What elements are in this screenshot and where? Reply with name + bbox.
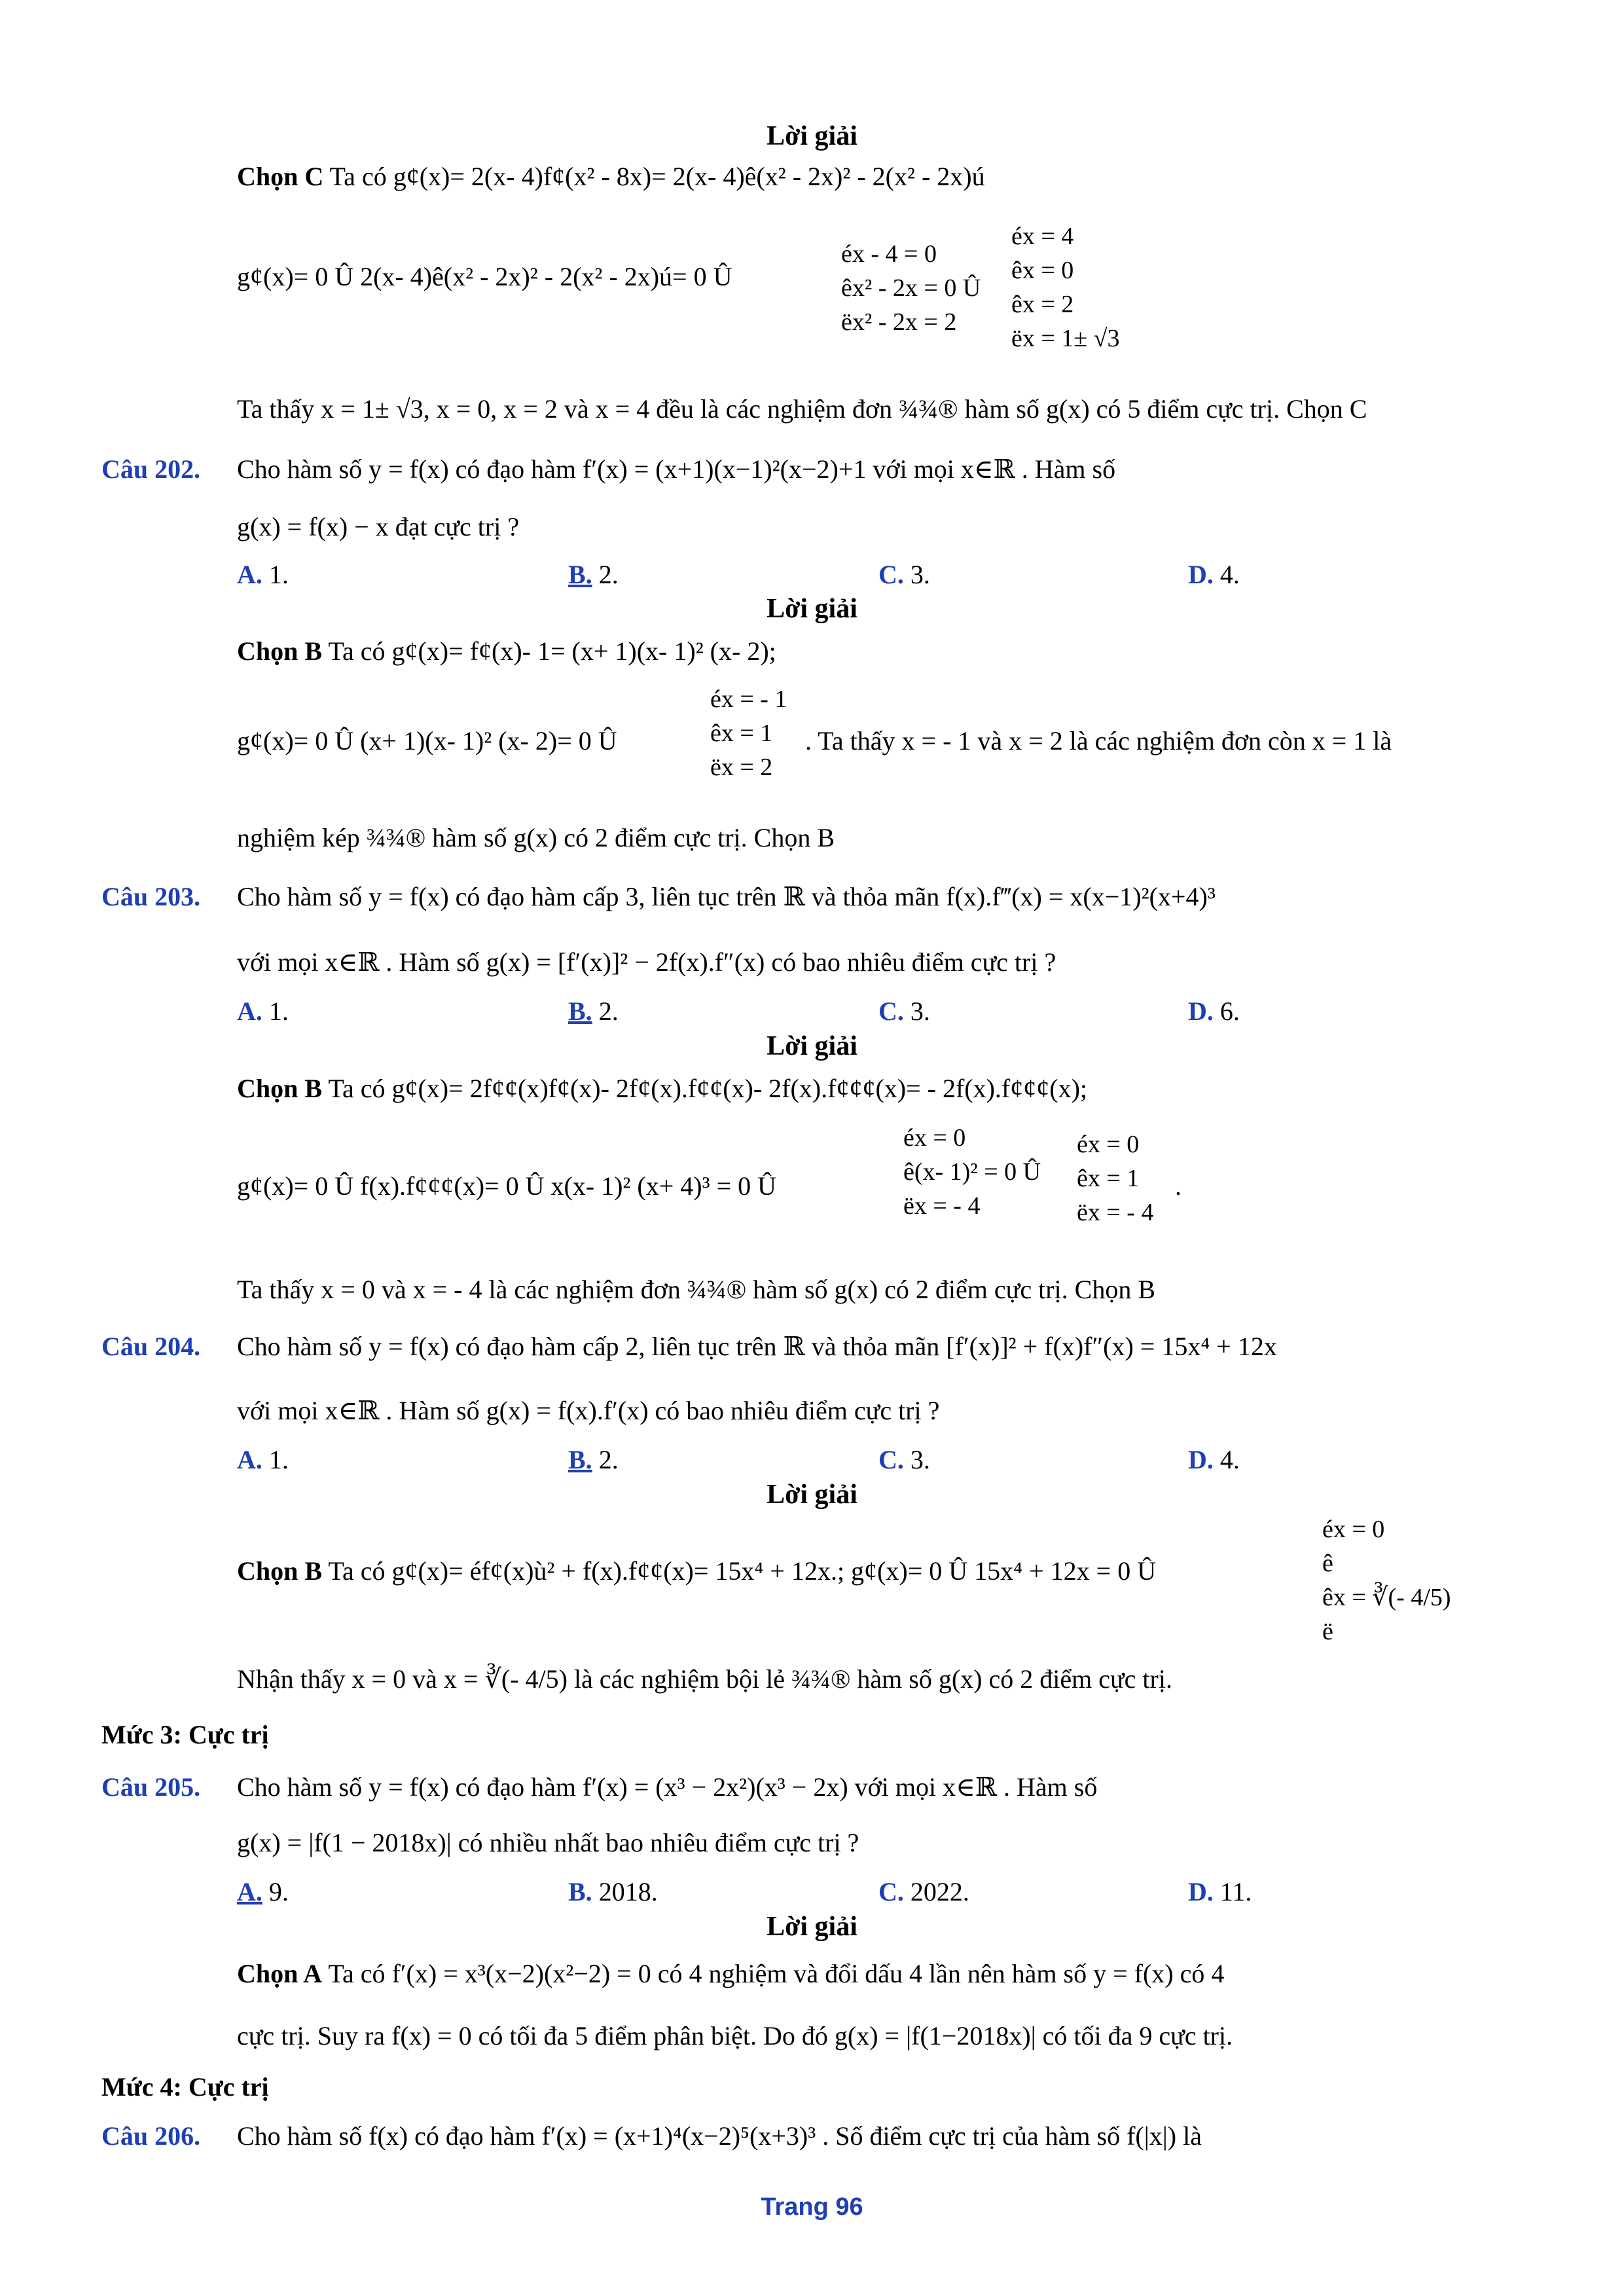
answer-option-d: D. 4. xyxy=(1188,560,1240,589)
answer-option-d: D. 4. xyxy=(1188,1445,1240,1474)
question-text: Cho hàm số y = f(x) có đạo hàm f′(x) = (x³ − 2x²)(x³ − 2x) với mọi x∈ℝ . Hàm số xyxy=(237,1772,1098,1802)
solution-text: Ta có g¢(x)= 2(x- 4)f¢(x² - 8x)= 2(x- 4)ê(x² - 2x)² - 2(x² - 2x)ú xyxy=(323,162,985,191)
chosen-answer: Chọn C xyxy=(237,162,324,191)
solution-line xyxy=(237,160,985,193)
solution-heading: Lời giải xyxy=(767,1912,857,1942)
answer-option-a: A. 1. xyxy=(237,1445,289,1474)
solution-line xyxy=(237,261,732,293)
answer-option-c: C. 3. xyxy=(878,1445,930,1474)
answer-option-c: C. 3. xyxy=(878,996,930,1026)
question-label: Câu 205. xyxy=(101,1772,201,1802)
question-205 xyxy=(101,1771,1098,1804)
answer-option-b: B. 2. xyxy=(568,1445,619,1474)
question-label: Câu 202. xyxy=(101,454,201,484)
equation-system: éx = - 1 êx = 1 ëx = 2 xyxy=(710,685,787,781)
solution-line xyxy=(237,1072,1087,1105)
solution-text: Ta có f′(x) = x³(x−2)(x²−2) = 0 có 4 nghiệm và đổi dấu 4 lần nên hàm số y = f(x) có 4 xyxy=(322,1959,1225,1988)
question-202 xyxy=(101,453,1116,486)
question-label: Câu 206. xyxy=(101,2121,201,2151)
question-text: Cho hàm số y = f(x) có đạo hàm f′(x) = (x+1)(x−1)²(x−2)+1 với mọi x∈ℝ . Hàm số xyxy=(237,454,1116,484)
equation-system: éx = 0 êx = 1 ëx = - 4 xyxy=(1077,1131,1154,1226)
chosen-answer: Chọn A xyxy=(237,1959,323,1988)
question-text-line: g(x) = f(x) − x đạt cực trị ? xyxy=(237,512,520,541)
answer-option-d: D. 11. xyxy=(1188,1877,1252,1906)
question-text-line: g(x) = |f(1 − 2018x)| có nhiều nhất bao nhiêu điểm cực trị ? xyxy=(237,1828,859,1857)
answer-option-d: D. 6. xyxy=(1188,996,1240,1026)
solution-heading: Lời giải xyxy=(767,1480,857,1510)
solution-text: Ta có g¢(x)= éf¢(x)ù² + f(x).f¢¢(x)= 15x⁴ + 12x.; g¢(x)= 0 Û 15x⁴ + 12x = 0 Û xyxy=(322,1556,1157,1586)
question-text-line: với mọi x∈ℝ . Hàm số g(x) = [f′(x)]² − 2f(x).f″(x) có bao nhiêu điểm cực trị ? xyxy=(237,947,1056,977)
question-label: Câu 204. xyxy=(101,1332,201,1361)
solution-line: g¢(x)= 0 Û f(x).f¢¢¢(x)= 0 Û x(x- 1)² (x+ 4)³ = 0 Û xyxy=(237,1171,777,1201)
question-203 xyxy=(101,881,1216,913)
question-text: Cho hàm số y = f(x) có đạo hàm cấp 2, liên tục trên ℝ và thỏa mãn [f′(x)]² + f(x)f″(x) = 15x⁴ + 12x xyxy=(237,1332,1277,1361)
answer-option-c: C. 2022. xyxy=(878,1877,969,1906)
solution-line xyxy=(237,393,1367,426)
solution-line: nghiệm kép ¾¾® hàm số g(x) có 2 điểm cực trị. Chọn B xyxy=(237,823,835,852)
solution-line xyxy=(237,725,617,757)
solution-heading: Lời giải xyxy=(767,594,857,624)
solution-line: cực trị. Suy ra f(x) = 0 có tối đa 5 điểm phân biệt. Do đó g(x) = |f(1−2018x)| có tối đa 9 cực trị. xyxy=(237,2021,1233,2050)
equation-system: éx - 4 = 0 êx² - 2x = 0 Û ëx² - 2x = 2 xyxy=(841,240,981,336)
answer-option-a: A. 1. xyxy=(237,560,289,589)
solution-line: Ta thấy x = 0 và x = - 4 là các nghiệm đơn ¾¾® hàm số g(x) có 2 điểm cực trị. Chọn B xyxy=(237,1275,1156,1304)
solution-line xyxy=(237,1958,1224,1990)
solution-text: Ta có g¢(x)= 2f¢¢(x)f¢(x)- 2f¢(x).f¢¢(x)- 2f(x).f¢¢¢(x)= - 2f(x).f¢¢¢(x); xyxy=(322,1074,1088,1103)
solution-line xyxy=(237,635,776,668)
solution-heading: Lời giải xyxy=(767,121,857,151)
equation-system: éx = 0 ê êx = ∛(- 4/5) ë xyxy=(1322,1516,1451,1645)
solution-line xyxy=(237,1555,1156,1588)
answer-option-a: A. 1. xyxy=(237,996,289,1026)
chosen-answer: Chọn B xyxy=(237,1074,323,1103)
chosen-answer: Chọn B xyxy=(237,1556,323,1586)
question-204 xyxy=(101,1330,1277,1363)
solution-text: g¢(x)= 0 Û 2(x- 4)ê(x² - 2x)² - 2(x² - 2x)ú= 0 Û xyxy=(237,262,732,291)
answer-option-a: A. 9. xyxy=(237,1877,289,1906)
chosen-answer: Chọn B xyxy=(237,636,323,666)
question-text-line: với mọi x∈ℝ . Hàm số g(x) = f(x).f′(x) có bao nhiêu điểm cực trị ? xyxy=(237,1396,940,1425)
equation-system: éx = 4 êx = 0 êx = 2 ëx = 1± √3 xyxy=(1011,223,1120,352)
answer-option-b: B. 2. xyxy=(568,996,619,1026)
solution-line: Nhận thấy x = 0 và x = ∛(- 4/5) là các nghiệm bội lẻ ¾¾® hàm số g(x) có 2 điểm cực trị. xyxy=(237,1664,1172,1694)
answer-option-c: C. 3. xyxy=(878,560,930,589)
question-label: Câu 203. xyxy=(101,882,201,911)
section-heading: Mức 3: Cực trị xyxy=(101,1720,269,1749)
solution-text: g¢(x)= 0 Û (x+ 1)(x- 1)² (x- 2)= 0 Û xyxy=(237,726,617,756)
answer-option-b: B. 2018. xyxy=(568,1877,658,1906)
question-206 xyxy=(101,2120,1202,2153)
section-heading: Mức 4: Cực trị xyxy=(101,2072,269,2102)
equation-system: éx = 0 ê(x- 1)² = 0 Û ëx = - 4 xyxy=(903,1124,1041,1220)
solution-text: Ta thấy x = 1± √3, x = 0, x = 2 và x = 4 đều là các nghiệm đơn ¾¾® hàm số g(x) có 5 điểm cực trị. Chọn C xyxy=(237,394,1367,424)
page-number: Trang 96 xyxy=(761,2193,863,2221)
question-text: Cho hàm số f(x) có đạo hàm f′(x) = (x+1)⁴(x−2)⁵(x+3)³ . Số điểm cực trị của hàm số f(|x|) là xyxy=(237,2121,1202,2151)
answer-option-b: B. 2. xyxy=(568,560,619,589)
punctuation: . xyxy=(1175,1171,1182,1201)
solution-text: . Ta thấy x = - 1 và x = 2 là các nghiệm đơn còn x = 1 là xyxy=(805,726,1392,756)
solution-text: Ta có g¢(x)= f¢(x)- 1= (x+ 1)(x- 1)² (x- 2); xyxy=(322,636,776,666)
solution-heading: Lời giải xyxy=(767,1031,857,1061)
question-text: Cho hàm số y = f(x) có đạo hàm cấp 3, liên tục trên ℝ và thỏa mãn f(x).f‴(x) = x(x−1)²(x+4)³ xyxy=(237,882,1216,911)
